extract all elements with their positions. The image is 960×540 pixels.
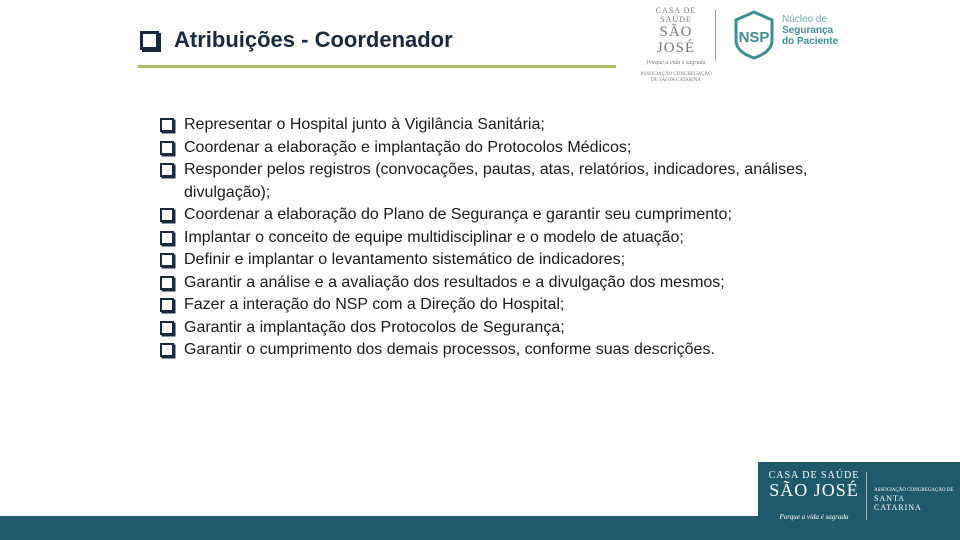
- checkbox-bullet-icon: [160, 231, 174, 245]
- logo-assoc: ASSOCIAÇÃO CONGREGAÇÃO DE SANTA CATARINA: [640, 72, 712, 83]
- checkbox-bullet-icon: [160, 208, 174, 222]
- checkbox-bullet-icon: [160, 321, 174, 335]
- page-title: Atribuições - Coordenador: [174, 27, 453, 52]
- checkbox-bullet-icon: [160, 118, 174, 132]
- list-item: Coordenar a elaboração e implantação do Protocolos Médicos;: [160, 137, 824, 160]
- checkbox-bullet-icon: [140, 31, 159, 50]
- logo-line-2: SÃO JOSÉ: [656, 24, 696, 56]
- checkbox-bullet-icon: [160, 163, 174, 177]
- footer-line-1: CASA DE SAÚDE: [768, 470, 860, 481]
- checkbox-bullet-icon: [160, 253, 174, 267]
- title-underline: [138, 65, 616, 68]
- list-item: Garantir o cumprimento dos demais processos, conforme suas descrições.: [160, 339, 824, 362]
- footer-line-2: SÃO JOSÉ: [769, 480, 859, 500]
- nsp-line-3: do Paciente: [782, 36, 839, 47]
- footer-divider: [866, 472, 867, 520]
- list-item: Garantir a análise e a avaliação dos resultados e a divulgação dos mesmos;: [160, 272, 824, 295]
- footer-association: [874, 472, 956, 512]
- list-item: Fazer a interação do NSP com a Direção do Hospital;: [160, 294, 824, 317]
- footer-tagline: Porque a vida é sagrada: [779, 513, 849, 521]
- list-item: Definir e implantar o levantamento sistemático de indicadores;: [160, 249, 824, 272]
- checkbox-bullet-icon: [160, 141, 174, 155]
- footer-casa-de-saude: [766, 470, 862, 521]
- footer-assoc-text: ASSOCIAÇÃO CONGREGAÇÃO DE: [874, 488, 954, 493]
- footer-assoc-name-2: CATARINA: [874, 503, 922, 512]
- footer-assoc-name-1: SANTA: [874, 494, 906, 503]
- nsp-logo-text: [782, 14, 838, 47]
- nsp-mark: NSP: [738, 29, 770, 46]
- slide-header: [140, 27, 453, 53]
- nsp-line-1: Núcleo de: [782, 14, 828, 25]
- attributions-list: [160, 114, 824, 362]
- list-item: Garantir a implantação dos Protocolos de Segurança;: [160, 317, 824, 340]
- checkbox-bullet-icon: [160, 343, 174, 357]
- list-item: Representar o Hospital junto à Vigilância Sanitária;: [160, 114, 824, 137]
- nsp-line-2: Segurança: [782, 25, 834, 36]
- list-item: Responder pelos registros (convocações, pautas, atas, relatórios, indicadores, análises, divulgação);: [160, 159, 824, 204]
- nsp-logo-icon: [732, 10, 776, 60]
- logo-line-1: CASA DE SAÚDE: [655, 6, 697, 24]
- casa-de-saude-logo: [640, 6, 712, 83]
- logo-tagline: Porque a vida é sagrada: [646, 60, 706, 66]
- checkbox-bullet-icon: [160, 298, 174, 312]
- list-item: Implantar o conceito de equipe multidisciplinar e o modelo de atuação;: [160, 227, 824, 250]
- footer-logo: [758, 462, 960, 524]
- checkbox-bullet-icon: [160, 276, 174, 290]
- list-item: Coordenar a elaboração do Plano de Segurança e garantir seu cumprimento;: [160, 204, 824, 227]
- logo-divider: [715, 10, 716, 60]
